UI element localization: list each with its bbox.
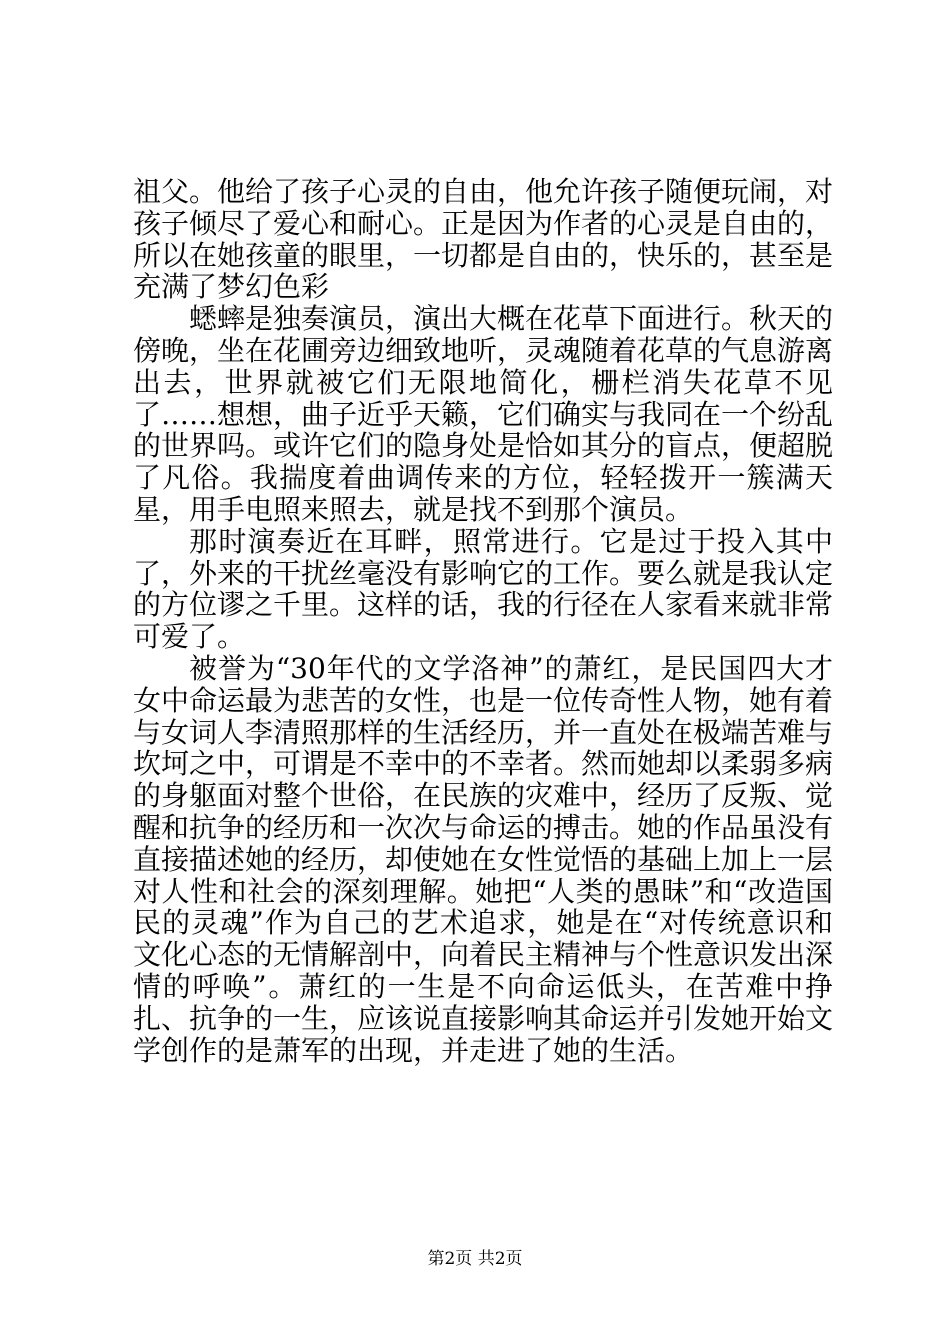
paragraph-1: 祖父。他给了孩子心灵的自由，他允许孩子随便玩闹，对孩子倾尽了爱心和耐心。正是因为作者的心灵是自由的，所以在她孩童的眼里，一切都是自由的，快乐的，甚至是充满了梦幻色彩	[133, 175, 834, 304]
paragraph-2: 蟋蟀是独奏演员，演出大概在花草下面进行。秋天的傍晚，坐在花圃旁边细致地听，灵魂随着花草的气息游离出去，世界就被它们无限地简化，栅栏消失花草不见了……想想，曲子近乎天籁，它们确实与我同在一个纷乱的世界吗。或许它们的隐身处是恰如其分的盲点，便超脱了凡俗。我揣度着曲调传来的方位，轻轻拨开一簇满天星，用手电照来照去，就是找不到那个演员。	[133, 302, 834, 526]
paragraph-3: 那时演奏近在耳畔，照常进行。它是过于投入其中了，外来的干扰丝毫没有影响它的工作。要么就是我认定的方位谬之千里。这样的话，我的行径在人家看来就非常可爱了。	[133, 524, 834, 654]
body-text	[133, 176, 833, 1066]
paragraph-4: 被誉为“30年代的文学洛神”的萧红，是民国四大才女中命运最为悲苦的女性，也是一位传奇性人物，她有着与女词人李清照那样的生活经历，并一直处在极端苦难与坎坷之中，可谓是不幸中的不幸者。然而她却以柔弱多病的身躯面对整个世俗，在民族的灾难中，经历了反叛、觉醒和抗争的经历和一次次与命运的搏击。她的作品虽没有直接描述她的经历，却使她在女性觉悟的基础上加上一层对人性和社会的深刻理解。她把“人类的愚昧”和“改造国民的灵魂”作为自己的艺术追求，她是在“对传统意识和文化心态的无情解剖中，向着民主精神与个性意识发出深情的呼唤”。萧红的一生是不向命运低头，在苦难中挣扎、抗争的一生，应该说直接影响其命运并引发她开始文学创作的是萧军的出现，并走进了她的生活。	[133, 651, 834, 1067]
page-footer: 第2页 共2页	[427, 1249, 523, 1269]
